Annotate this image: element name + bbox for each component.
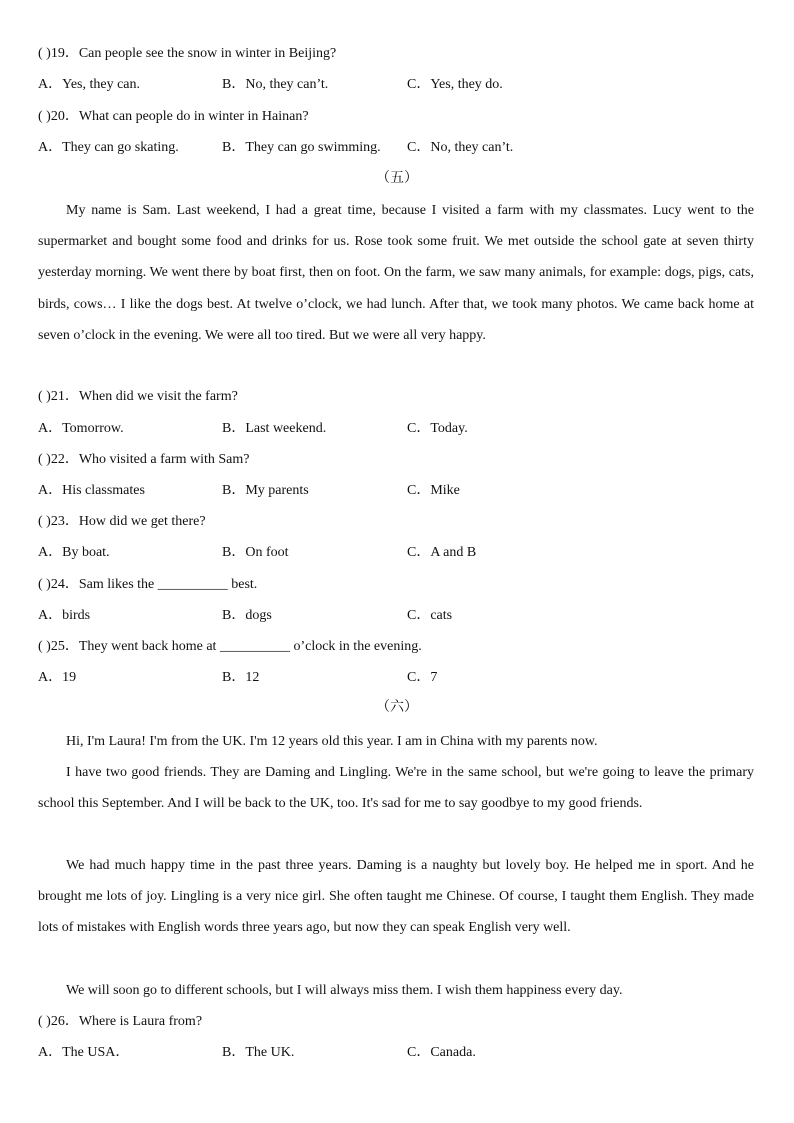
question-26-stem: ( )26．Where is Laura from? <box>38 1014 203 1029</box>
option-a: A．His classmates <box>38 483 145 498</box>
section-5-title: （五） <box>376 171 418 186</box>
option-a: A．They can go skating. <box>38 140 179 155</box>
question-23-stem: ( )23．How did we get there? <box>38 514 206 529</box>
question-20-options <box>38 138 754 158</box>
option-a: A．birds <box>38 608 91 623</box>
option-a: A．Yes, they can. <box>38 77 141 92</box>
question-21-options <box>38 419 754 439</box>
question-21-stem: ( )21．When did we visit the farm? <box>38 389 238 404</box>
section-5-passage: My name is Sam. Last weekend, I had a great time, because I visited a farm with my classmates. Lucy went to the supermarket and bought some food and drinks for us. Rose took some fruit. We met outside the school gate at seven thirty yesterday morning. We went there by boat first, then on foot. On the farm, we saw many animals, for example: dogs, pigs, cats, birds, cows… I like the dogs best. At twelve o’clock, we had lunch. After that, we took many photos. We came back home at seven o’clock in the evening. We were all too tired. But we were all very happy. <box>38 203 754 343</box>
question-25-stem: ( )25．They went back home at __________ o’clock in the evening. <box>38 639 422 654</box>
option-b: B．They can go swimming. <box>222 140 381 155</box>
option-b: B．dogs <box>222 608 272 623</box>
option-a: A．The USA． <box>38 1045 130 1060</box>
option-b: B．No, they can’t. <box>222 77 329 92</box>
section-6-title: （六） <box>376 700 418 715</box>
option-c: C．Canada. <box>407 1045 476 1060</box>
section-6-paragraph: We will soon go to different schools, but I will always miss them. I wish them happiness every day. <box>66 983 623 998</box>
question-22-options <box>38 481 754 501</box>
option-b: B．My parents <box>222 483 309 498</box>
section-6-paragraph: I have two good friends. They are Daming and Lingling. We're in the same school, but we're going to leave the primary school this September. And I will be back to the UK, too. It's sad for me to say goodbye to my good friends. <box>38 765 754 812</box>
question-23-options <box>38 543 754 563</box>
option-a: A．By boat. <box>38 545 110 560</box>
option-b: B．Last weekend. <box>222 421 327 436</box>
question-24-stem: ( )24．Sam likes the __________ best. <box>38 577 258 592</box>
option-c: C．7 <box>407 670 438 685</box>
question-26-options <box>38 1043 754 1063</box>
option-c: C．A and B <box>407 545 477 560</box>
option-a: A．Tomorrow. <box>38 421 124 436</box>
question-25-options <box>38 668 754 688</box>
question-19-options <box>38 75 754 95</box>
option-b: B．The UK. <box>222 1045 295 1060</box>
option-c: C．Yes, they do. <box>407 77 503 92</box>
option-c: C．Today. <box>407 421 468 436</box>
option-c: C．No, they can’t. <box>407 140 514 155</box>
section-6-paragraph: We had much happy time in the past three years. Daming is a naughty but lovely boy. He helped me in sport. And he brought me lots of joy. Lingling is a very nice girl. She often taught me Chinese. Of course, I taught them English. They made lots of mistakes with English words three years ago, but now they can speak English very well. <box>38 858 754 936</box>
question-22-stem: ( )22．Who visited a farm with Sam? <box>38 452 250 467</box>
option-b: B．12 <box>222 670 260 685</box>
question-20-stem: ( )20．What can people do in winter in Hainan? <box>38 109 309 124</box>
option-a: A．19 <box>38 670 77 685</box>
option-b: B．On foot <box>222 545 289 560</box>
option-c: C．Mike <box>407 483 460 498</box>
question-19-stem: ( )19．Can people see the snow in winter in Beijing? <box>38 46 337 61</box>
section-6-paragraph: Hi, I'm Laura! I'm from the UK. I'm 12 years old this year. I am in China with my parents now. <box>66 734 598 749</box>
question-24-options <box>38 606 754 626</box>
option-c: C．cats <box>407 608 453 623</box>
